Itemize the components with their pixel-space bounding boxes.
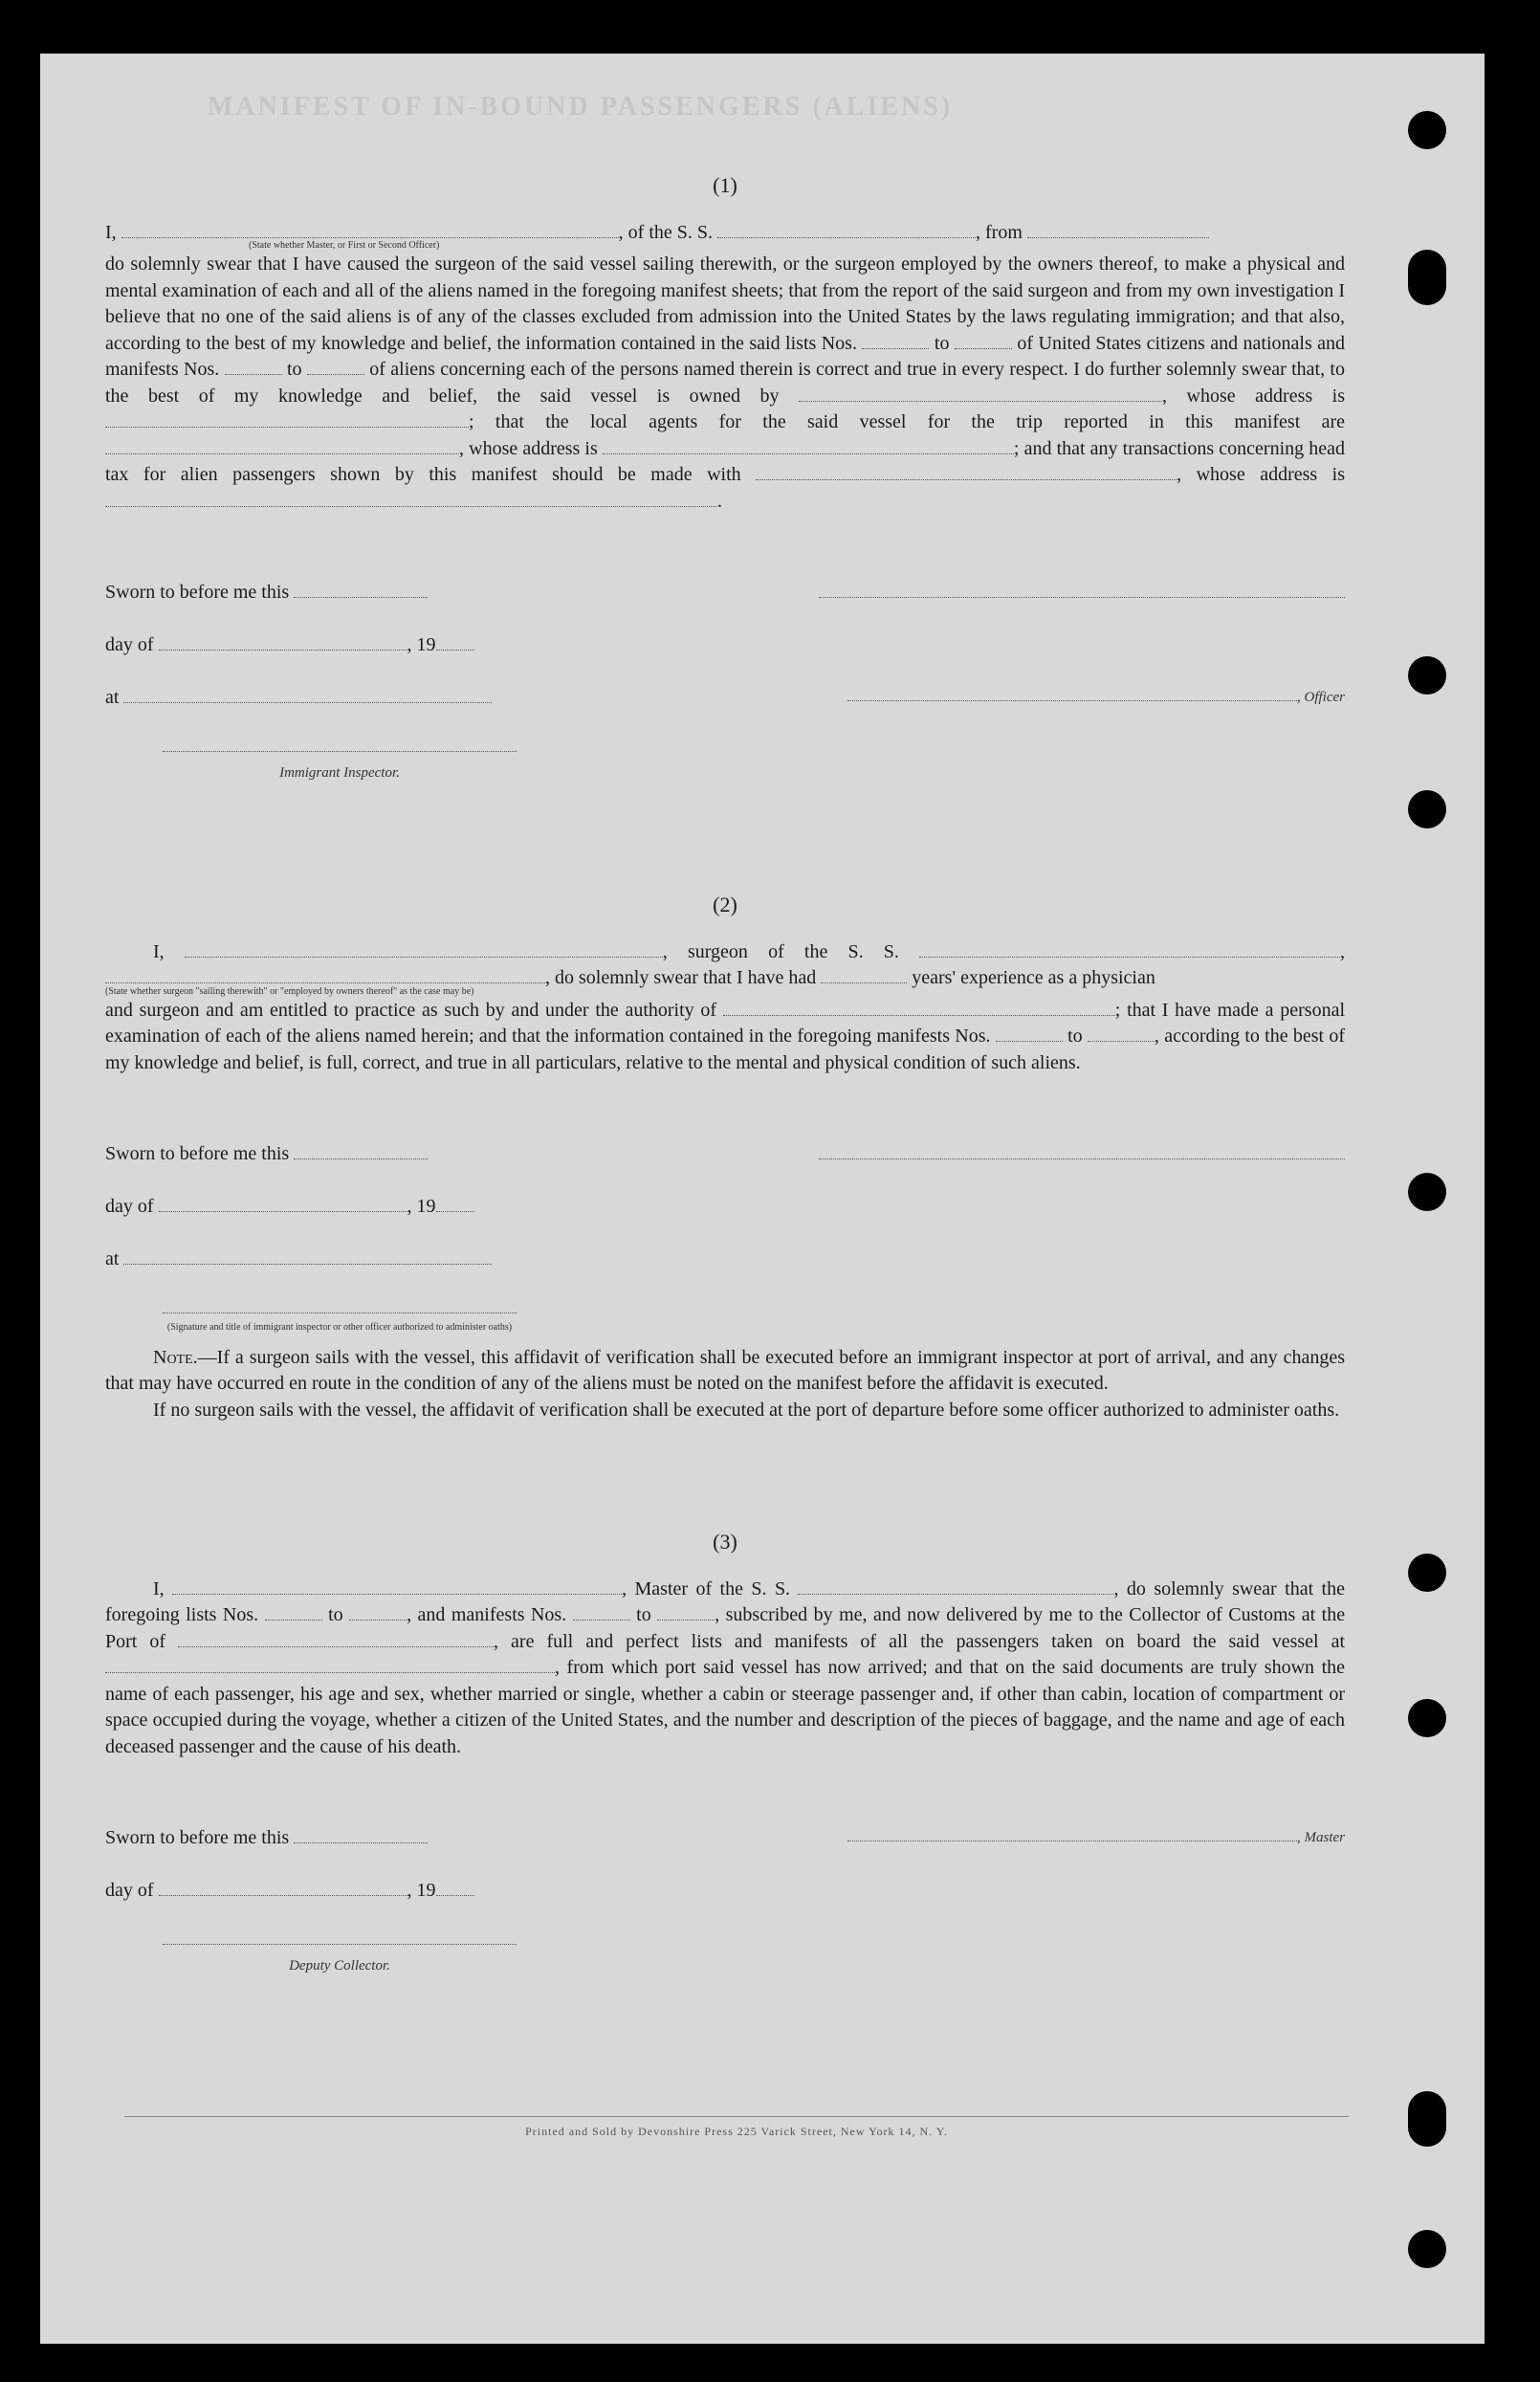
embark-port-field[interactable] — [105, 1655, 555, 1673]
at-row: at , Officer — [105, 658, 1345, 711]
affidavit-content — [105, 172, 1345, 1979]
surgeon-name-field[interactable] — [185, 939, 663, 958]
authority-field[interactable] — [723, 998, 1115, 1016]
section-1-opening: I, , of the S. S. , from — [105, 220, 1345, 247]
s3-year-field[interactable] — [436, 1878, 474, 1896]
s3-lists-from-field[interactable] — [265, 1602, 322, 1621]
surgeon-status-field[interactable] — [105, 965, 545, 983]
punch-hole — [1408, 790, 1446, 828]
section-2-body: and surgeon and am entitled to practice as such by and under the authority of ; that I have made a personal examination of each of the aliens named herein; and that the information contained in the foregoing manifests Nos. to , according to the best of my knowledge and belief, is full, correct, and true in all particulars, relative to the mental and physical condition of such aliens. — [105, 999, 1346, 1073]
punch-hole — [1408, 1699, 1446, 1737]
s3-manifests-from-field[interactable] — [573, 1602, 630, 1621]
s2-officer-signature-field[interactable] — [163, 1295, 517, 1313]
officer-signature-field[interactable] — [819, 580, 1345, 598]
s3-day-of-field[interactable] — [159, 1878, 407, 1896]
s2-year-field[interactable] — [436, 1194, 474, 1212]
s3-lists-to-field[interactable] — [349, 1602, 407, 1621]
inspector-signature-field[interactable] — [163, 734, 517, 752]
head-tax-address-field[interactable] — [105, 489, 717, 507]
section-2-opening: I, , surgeon of the S. S. , , do solemnly swear that I have had years' experience as a physician — [105, 939, 1345, 992]
deputy-signature-field[interactable] — [163, 1927, 517, 1945]
punch-hole — [1408, 656, 1446, 695]
manifests-from-field[interactable] — [225, 357, 282, 375]
section-3-heading: (3) — [713, 1530, 737, 1554]
years-field[interactable] — [821, 965, 907, 983]
s2-at-row: at — [105, 1220, 1345, 1272]
s2-manifests-from-field[interactable] — [996, 1024, 1063, 1042]
s3-manifests-to-field[interactable] — [657, 1602, 715, 1621]
master-vessel-field[interactable] — [798, 1577, 1113, 1595]
s3-sworn-row: Sworn to before me this , Master — [105, 1798, 1345, 1851]
from-field[interactable] — [1027, 220, 1209, 238]
name-field[interactable] — [121, 220, 619, 238]
punch-hole — [1408, 1554, 1446, 1592]
bleed-through-text: MANIFEST OF IN-BOUND PASSENGERS (ALIENS) — [208, 92, 954, 121]
surgeon-signature-field[interactable] — [819, 1141, 1345, 1159]
s3-day-row: day of , 19 — [105, 1851, 1345, 1904]
printer-footer: Printed and Sold by Devonshire Press 225 Varick Street, New York 14, N. Y. — [124, 2116, 1349, 2139]
s2-day-of-field[interactable] — [159, 1194, 407, 1212]
deputy-signature: Deputy Collector. — [158, 1927, 521, 1979]
section-2-heading: (2) — [713, 893, 737, 916]
surgeon-state-note: (State whether surgeon "sailing therewith" or "employed by owners thereof" as the case may be) — [105, 985, 474, 997]
sworn-day-field[interactable] — [294, 580, 428, 598]
agents-address-field[interactable] — [603, 436, 1014, 454]
year-field[interactable] — [436, 632, 474, 651]
sworn-row: Sworn to before me this — [105, 553, 1345, 606]
at-field[interactable] — [123, 685, 492, 703]
s2-sworn-row: Sworn to before me this — [105, 1114, 1345, 1167]
manifests-to-field[interactable] — [307, 357, 364, 375]
s3-sworn-day-field[interactable] — [294, 1825, 428, 1843]
section-1-heading: (1) — [713, 173, 737, 197]
punch-hole — [1408, 250, 1446, 305]
master-signature-field[interactable] — [847, 1823, 1297, 1842]
punch-hole — [1408, 2230, 1446, 2268]
officer-title-field[interactable] — [847, 683, 1297, 701]
section-1-body: do solemnly swear that I have caused the surgeon of the said vessel sailing therewith, or the surgeon employed by the owners thereof, to make a physical and mental examination of each and all of the aliens named in the foregoing manifest sheets; that from the report of the said surgeon and from my own investigation I believe that no one of the said aliens is of any of the classes excluded from admission into the United States by the laws regulating immigration; and that also, according to the best of my knowledge and belief, the information contained in the said lists Nos. to of United States citizens and nationals and manifests Nos. to of aliens concerning each of the persons named therein is correct and true in every respect. I do further solemnly swear that, to the best of my knowledge and belief, the said vessel is owned by , whose address is ; that the local agents for the said vessel for the trip reported in this manifest are , whose address is ; and that any transactions concerning head tax for alien passengers shown by this manifest should be made with , whose address is . — [105, 254, 1346, 512]
inspector-signature: Immigrant Inspector. — [158, 734, 521, 786]
owner-address-field[interactable] — [105, 409, 469, 428]
port-field[interactable] — [178, 1629, 494, 1647]
punch-hole — [1408, 111, 1446, 149]
day-of-field[interactable] — [159, 632, 407, 651]
punch-hole — [1408, 2091, 1446, 2147]
surgeon-vessel-field[interactable] — [919, 939, 1340, 958]
s2-officer-signature: (Signature and title of immigrant inspector or other officer authorized to administer oaths) — [158, 1295, 521, 1334]
s2-day-row: day of , 19 — [105, 1167, 1345, 1220]
punch-hole — [1408, 1173, 1446, 1211]
section-3-body: I, , Master of the S. S. , do solemnly swear that the foregoing lists Nos. to , and manifests Nos. to , subscribed by me, and now delivered by me to the Collector of Customs at the Port of , are full and perfect lists and manifests of all the passengers taken on board the said vessel at , from which port said vessel has now arrived; and that on the said documents are truly shown the name of each passenger, his age and sex, whether married or single, whether a cabin or steerage passenger and, if other than cabin, location of compartment or space occupied during the voyage, whether a citizen of the United States, and the number and description of the pieces of baggage, and the name and age of each deceased passenger and the cause of his death. — [105, 1577, 1346, 1757]
state-note: (State whether Master, or First or Second Officer) — [249, 240, 440, 251]
day-row: day of , 19 — [105, 606, 1345, 658]
s2-at-field[interactable] — [123, 1246, 492, 1265]
vessel-field[interactable] — [717, 220, 976, 238]
lists-from-field[interactable] — [862, 331, 929, 349]
agents-field[interactable] — [105, 436, 459, 454]
owner-field[interactable] — [799, 384, 1162, 402]
head-tax-field[interactable] — [756, 462, 1177, 480]
note-block: Note.—If a surgeon sails with the vessel, this affidavit of verification shall be executed before an immigrant inspector at port of arrival, and any changes that may have occurred en route in the condition of any of the aliens must be noted on the manifest before the affidavit is executed. If no surgeon sails with the vessel, the affidavit of verification shall be executed at the port of departure before some officer authorized to administer oaths. — [105, 1346, 1345, 1421]
master-name-field[interactable] — [172, 1577, 622, 1595]
s2-manifests-to-field[interactable] — [1088, 1024, 1155, 1042]
lists-to-field[interactable] — [955, 331, 1012, 349]
s2-sworn-day-field[interactable] — [294, 1141, 428, 1159]
